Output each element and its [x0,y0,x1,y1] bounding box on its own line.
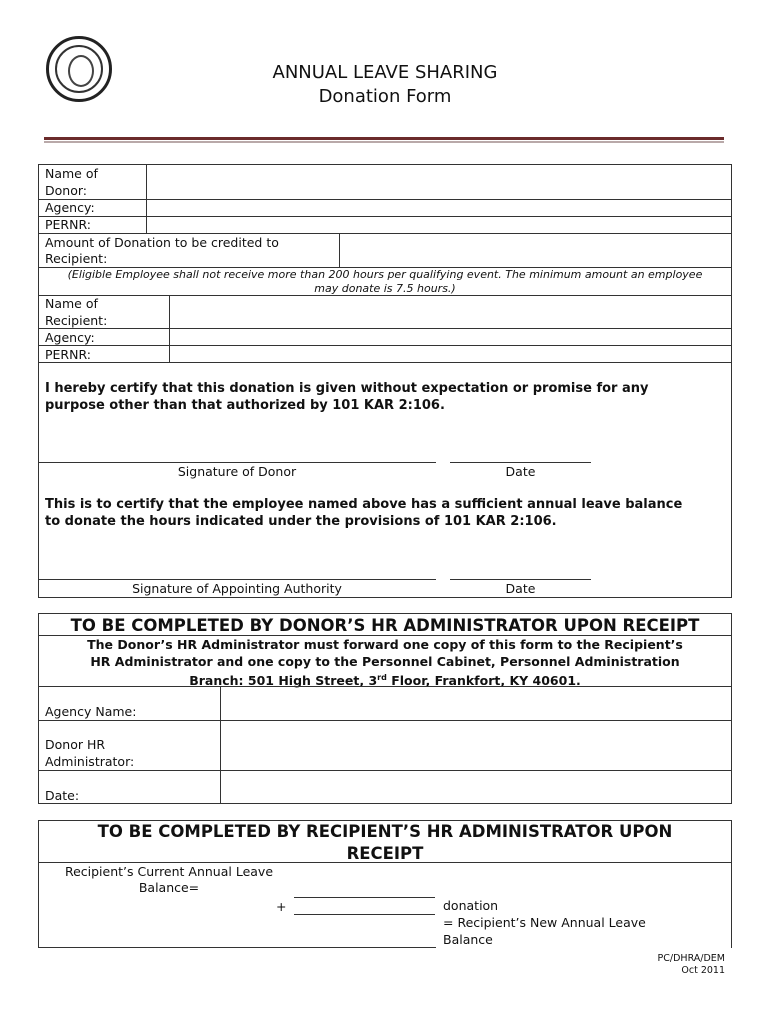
authority-signature-label: Signature of Appointing Authority [132,581,342,596]
donor-hr-admin-label-2: Administrator: [45,754,135,769]
donation-amount-label-2: Recipient: [45,251,108,266]
recipient-hr-heading-1: TO BE COMPLETED BY RECIPIENT’S HR ADMINISTRATOR UPON [97,822,673,841]
donor-name-label-2: Donor: [45,183,87,198]
authority-date-label: Date [505,581,536,596]
donor-name-label-1: Name of [45,166,98,181]
eligibility-note-2: may donate is 7.5 hours.) [314,282,456,295]
hr-date-field[interactable] [222,772,730,803]
recipient-pernr-label: PERNR: [45,347,91,362]
current-balance-line[interactable] [294,897,435,898]
donor-hr-admin-field[interactable] [222,722,730,769]
recipient-hr-heading-2: RECEIPT [346,844,424,863]
donor-name-field[interactable] [148,166,730,198]
donor-hr-admin-label-1: Donor HR [45,737,106,752]
donation-amount-field[interactable] [341,235,730,266]
recipient-agency-field[interactable] [171,330,730,344]
donor-agency-field[interactable] [148,200,730,215]
donor-pernr-label: PERNR: [45,217,91,232]
agency-name-field[interactable] [222,688,730,719]
donor-certification-2: purpose other than that authorized by 101 KAR 2:106. [45,398,445,413]
authority-certification-1: This is to certify that the employee named above has a sufficient annual leave balance [45,497,683,512]
new-balance-label-2: Balance [443,932,493,947]
recipient-agency-label: Agency: [45,330,95,345]
donation-amount-label-1: Amount of Donation to be credited to [45,235,279,250]
current-balance-label-1: Recipient’s Current Annual Leave [64,864,274,879]
header-divider-shadow [44,141,724,143]
donor-hr-instruction-3: Branch: 501 High Street, 3rd Floor, Frankfort, KY 40601. [189,673,581,689]
agency-name-label: Agency Name: [45,704,137,719]
recipient-pernr-field[interactable] [171,347,730,361]
header-divider [44,137,724,140]
donation-line[interactable] [294,914,435,915]
donor-certification-1: I hereby certify that this donation is given without expectation or promise for any [45,381,649,396]
donor-hr-instruction-1: The Donor’s HR Administrator must forward one copy of this form to the Recipient’s [87,637,683,652]
donor-signature-label: Signature of Donor [177,464,297,479]
eligibility-note-1: (Eligible Employee shall not receive more than 200 hours per qualifying event. The minimum amount an employee [67,268,703,281]
form-revision-date: Oct 2011 [681,965,725,976]
form-title: ANNUAL LEAVE SHARING [272,62,498,83]
donation-label: donation [443,898,499,913]
current-balance-label-2: Balance= [138,880,200,895]
new-balance-line[interactable] [38,947,436,948]
recipient-name-label-1: Name of [45,296,98,311]
form-code: PC/DHRA/DEM [657,953,725,964]
recipient-name-field[interactable] [171,297,730,327]
donor-agency-label: Agency: [45,200,95,215]
plus-sign: + [276,899,287,914]
authority-certification-2: to donate the hours indicated under the provisions of 101 KAR 2:106. [45,514,557,529]
donor-date-label: Date [505,464,536,479]
donor-hr-heading: TO BE COMPLETED BY DONOR’S HR ADMINISTRATOR UPON RECEIPT [70,616,700,635]
donor-hr-instruction-2: HR Administrator and one copy to the Personnel Cabinet, Personnel Administration [90,654,680,669]
donor-pernr-field[interactable] [148,217,730,232]
form-subtitle: Donation Form [318,86,452,107]
hr-date-label: Date: [45,788,80,803]
recipient-name-label-2: Recipient: [45,313,108,328]
new-balance-label-1: = Recipient’s New Annual Leave [443,915,646,930]
